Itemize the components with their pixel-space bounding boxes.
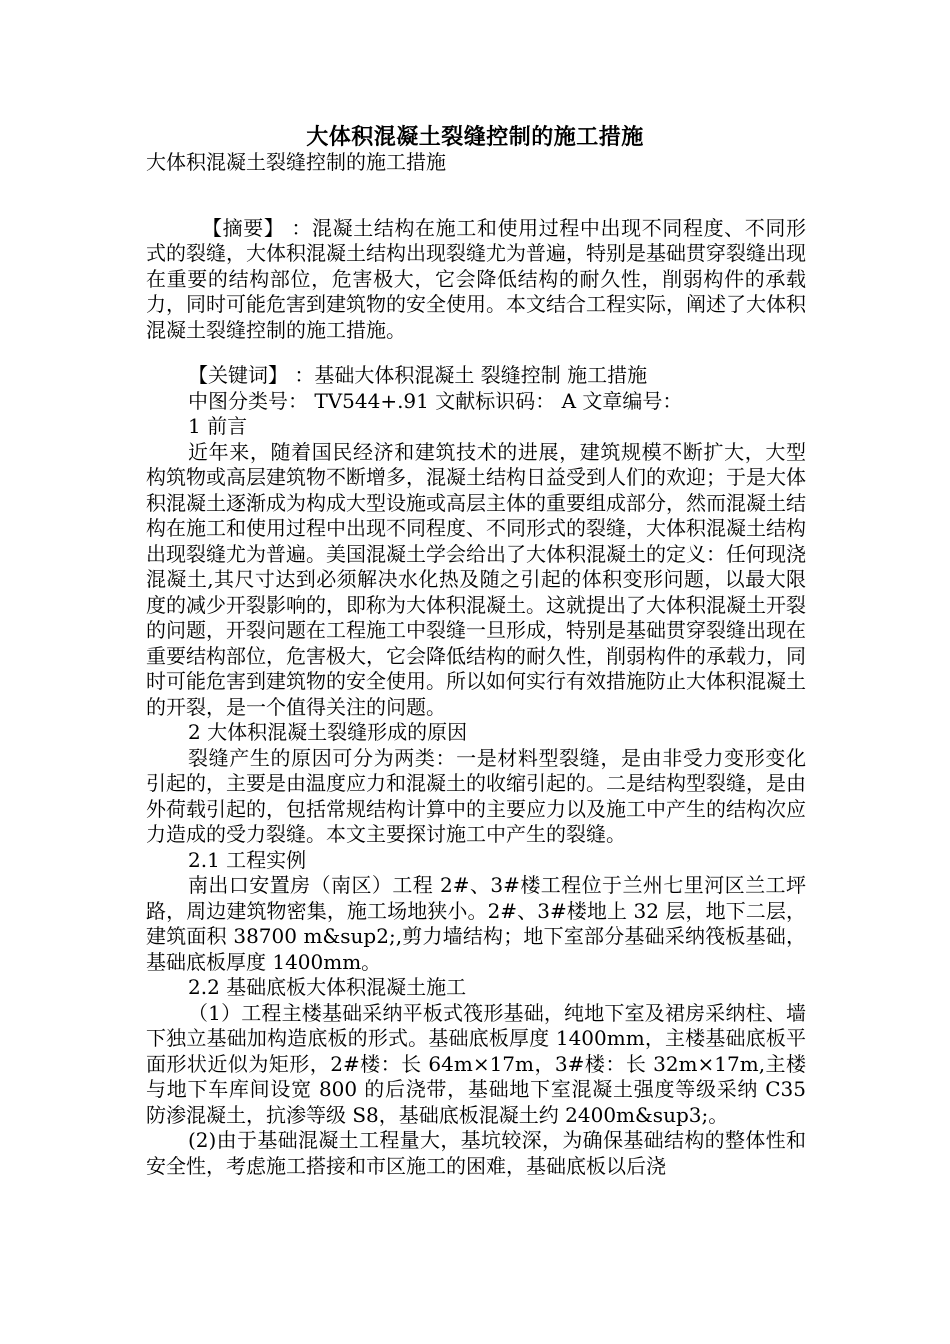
document-title: 大体积混凝土裂缝控制的施工措施 — [306, 124, 644, 150]
keywords-line: 【关键词】 ：基础大体积混凝土 裂缝控制 施工措施 — [188, 363, 648, 387]
section-1-heading: 1 前言 — [188, 414, 248, 438]
section-2-2-paragraph-2: (2)由于基础混凝土工程量大，基坑较深，为确保基础结构的整体性和安全性，考虑施工搭接和市区施工的困难，基础底板以后浇 — [146, 1128, 806, 1178]
classification-line: 中图分类号： TV544+.91 文献标识码： A 文章编号： — [188, 388, 683, 413]
section-2-1-heading: 2.1 工程实例 — [188, 847, 307, 872]
abstract-paragraph: 【摘要】 ：混凝土结构在施工和使用过程中出现不同程度、不同形式的裂缝，大体积混凝土结构出现裂缝尤为普遍，特别是基础贯穿裂缝出现在重要的结构部位，危害极大，它会降低结构的耐久性，削弱构件的承载力，同时可能危害到建筑物的安全使用。本文结合工程实际，阐述了大体积混凝土裂缝控制的施工措施。 — [146, 215, 806, 342]
section-2-1-paragraph: 南出口安置房（南区）工程 2#、3#楼工程位于兰州七里河区兰工坪路，周边建筑物密集，施工场地狭小。2#、3#楼地上 32 层，地下二层，建筑面积 38700 m&sup2;,剪力墙结构；地下室部分基础采纳筏板基础，基础底板厚度 1400mm。 — [146, 873, 806, 974]
section-2-heading: 2 大体积混凝土裂缝形成的原因 — [188, 720, 468, 744]
section-1-paragraph: 近年来，随着国民经济和建筑技术的进展，建筑规模不断扩大，大型构筑物或高层建筑物不断增多，混凝土结构日益受到人们的欢迎；于是大体积混凝土逐渐成为构成大型设施或高层主体的重要组成部分，然而混凝土结构在施工和使用过程中出现不同程度、不同形式的裂缝，大体积混凝土结构出现裂缝尤为普遍。美国混凝土学会给出了大体积混凝土的定义：任何现浇混凝土,其尺寸达到必须解决水化热及随之引起的体积变形问题，以最大限度的减少开裂影响的，即称为大体积混凝土。这就提出了大体积混凝土开裂的问题，开裂问题在工程施工中裂缝一旦形成，特别是基础贯穿裂缝出现在重要结构部位，危害极大，它会降低结构的耐久性，削弱构件的承载力，同时可能危害到建筑物的安全使用。所以如何实行有效措施防止大体积混凝土的开裂，是一个值得关注的问题。 — [146, 439, 806, 719]
section-2-paragraph: 裂缝产生的原因可分为两类：一是材料型裂缝，是由非受力变形变化引起的，主要是由温度应力和混凝土的收缩引起的。二是结构型裂缝，是由外荷载引起的，包括常规结构计算中的主要应力以及施工中产生的结构次应力造成的受力裂缝。本文主要探讨施工中产生的裂缝。 — [146, 745, 806, 846]
document-subtitle: 大体积混凝土裂缝控制的施工措施 — [146, 150, 446, 174]
section-2-2-paragraph-1: （1）工程主楼基础采纳平板式筏形基础，纯地下室及裙房采纳柱、墙下独立基础加构造底板的形式。基础底板厚度 1400mm，主楼基础底板平面形状近似为矩形，2#楼：长 64m×17m，3#楼：长 32m×17m,主楼与地下车库间设宽 800 的后浇带，基础地下室混凝土强度等级采纳 C35 防渗混凝土，抗渗等级 S8，基础底板混凝土约 2400m&sup3;。 — [146, 1000, 806, 1127]
section-2-2-heading: 2.2 基础底板大体积混凝土施工 — [188, 975, 467, 999]
document-body — [146, 150, 806, 1179]
